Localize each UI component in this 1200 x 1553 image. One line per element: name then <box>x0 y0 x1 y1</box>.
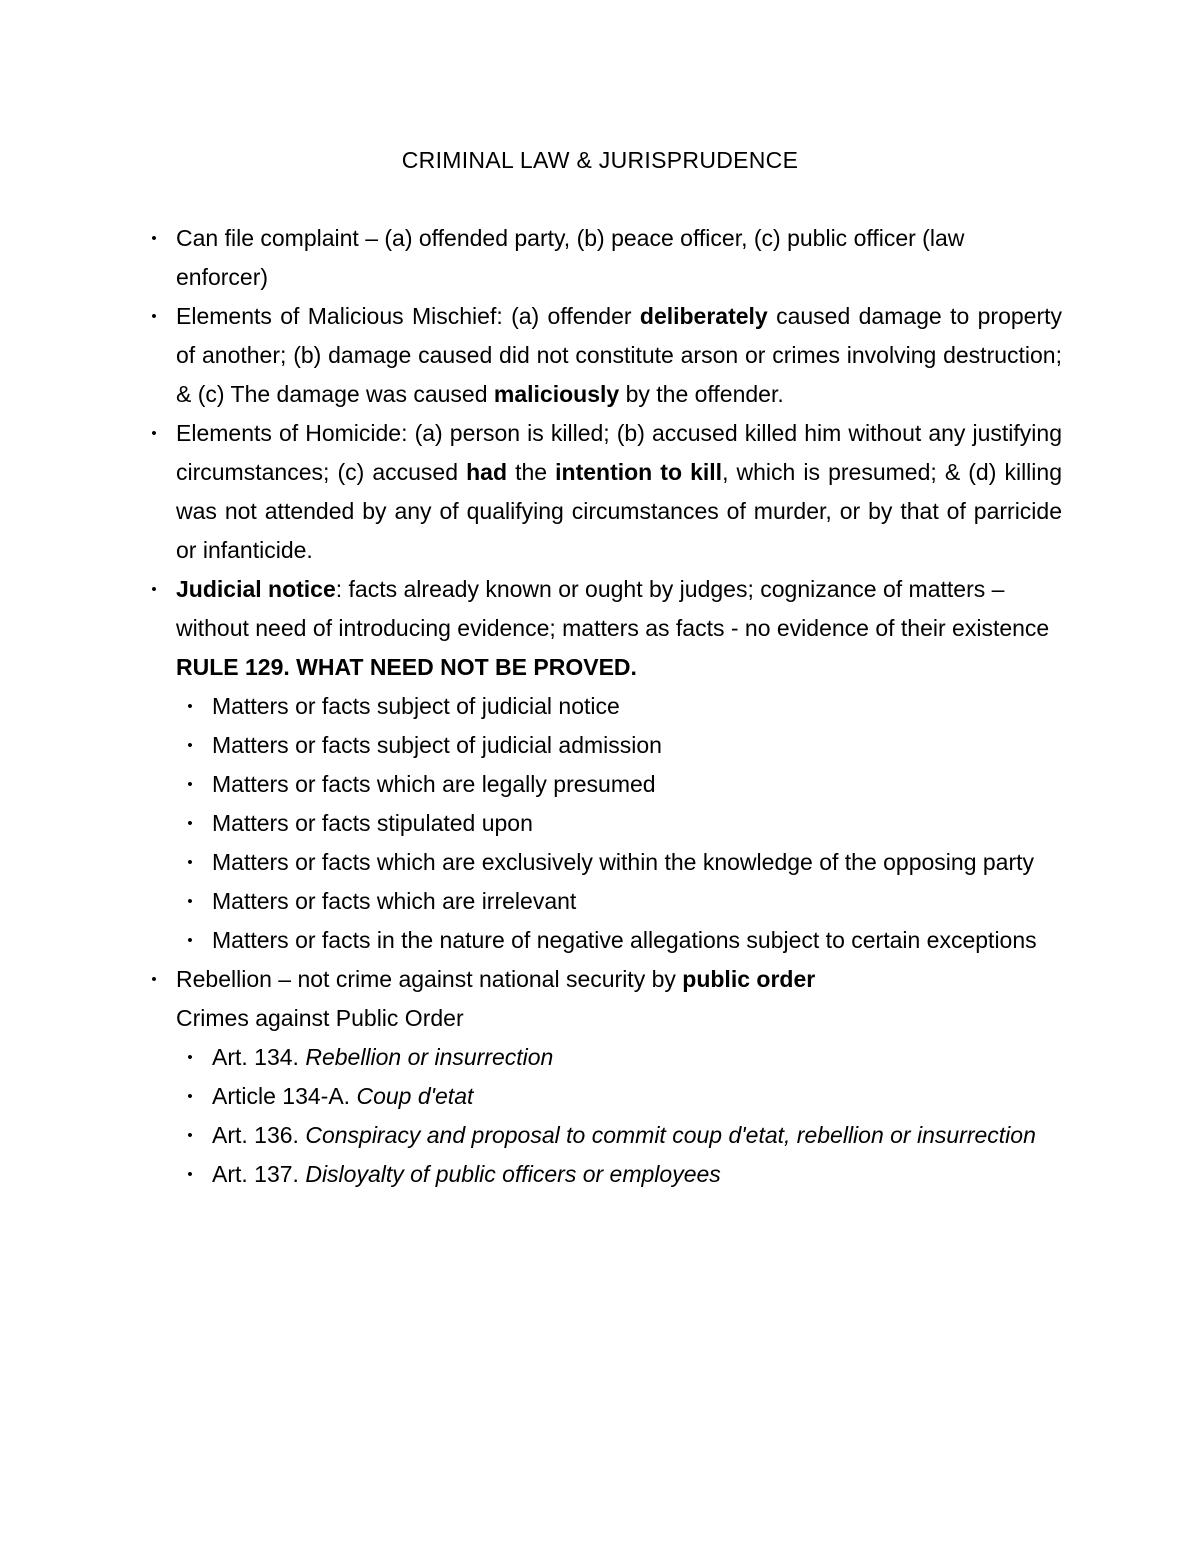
rule-list-item <box>187 843 1062 882</box>
article-number: Art. 137. <box>212 1161 306 1187</box>
bullet-icon: • <box>187 1166 193 1183</box>
rule-129-list <box>176 687 1062 960</box>
rule-list-item <box>187 726 1062 765</box>
article-title: Coup d'etat <box>356 1083 474 1109</box>
document-body <box>151 219 1062 1194</box>
rule-item-text: Matters or facts which are irrelevant <box>212 888 577 914</box>
rule-item-text: Matters or facts stipulated upon <box>212 810 533 836</box>
bullet-icon: • <box>187 1127 193 1144</box>
document-title: CRIMINAL LAW & JURISPRUDENCE <box>401 147 799 173</box>
main-list <box>151 219 1062 1194</box>
article-title: Rebellion or insurrection <box>305 1044 554 1070</box>
list-item-judicial-notice <box>151 570 1062 960</box>
mischief-text-1: Elements of Malicious Mischief: (a) offender <box>176 303 640 329</box>
homicide-bold-2: intention to kill <box>555 459 723 485</box>
homicide-bold-1: had <box>466 459 507 485</box>
article-list-item <box>187 1077 1062 1116</box>
rule-item-text: Matters or facts in the nature of negative allegations subject to certain exceptions <box>212 927 1037 953</box>
rule-item-text: Matters or facts subject of judicial admission <box>212 732 662 758</box>
bullet-icon: • <box>187 1049 193 1066</box>
article-number: Article 134-A. <box>212 1083 357 1109</box>
article-number: Art. 136. <box>212 1122 306 1148</box>
bullet-icon: • <box>151 308 157 325</box>
rule-list-item <box>187 687 1062 726</box>
list-item-homicide <box>151 414 1062 570</box>
mischief-text-3: by the offender. <box>619 381 784 407</box>
list-item-complaint <box>151 219 1062 297</box>
bullet-icon: • <box>187 854 193 871</box>
rule-item-text: Matters or facts subject of judicial notice <box>212 693 620 719</box>
public-order-heading: Crimes against Public Order <box>176 1005 464 1031</box>
article-title: Disloyalty of public officers or employees <box>305 1161 721 1187</box>
rule-list-item <box>187 921 1062 960</box>
rebellion-bold: public order <box>682 966 816 992</box>
article-list-item <box>187 1155 1062 1194</box>
article-number: Art. 134. <box>212 1044 306 1070</box>
rebellion-text: Rebellion – not crime against national security by <box>176 966 683 992</box>
bullet-icon: • <box>151 581 157 598</box>
public-order-articles <box>176 1038 1062 1194</box>
bullet-icon: • <box>151 425 157 442</box>
bullet-icon: • <box>187 698 193 715</box>
bullet-icon: • <box>187 932 193 949</box>
judicial-notice-term: Judicial notice <box>176 576 336 602</box>
complaint-text: Can file complaint – (a) offended party, (b) peace officer, (c) public officer (law enforcer) <box>176 225 965 290</box>
rule-129-heading: RULE 129. WHAT NEED NOT BE PROVED. <box>176 654 637 680</box>
homicide-text-1: Elements of Homicide: (a) person is killed; (b) accused killed him without any justifying circumstances; (c) accused <box>176 420 1062 485</box>
article-list-item <box>187 1038 1062 1077</box>
bullet-icon: • <box>187 776 193 793</box>
bullet-icon: • <box>151 230 157 247</box>
mischief-bold-1: deliberately <box>639 303 768 329</box>
judicial-notice-text: : facts already known or ought by judges; cognizance of matters – without need of introducing evidence; matters as facts - no evidence of their existence <box>176 576 1050 641</box>
list-item-malicious-mischief <box>151 297 1062 414</box>
rule-item-text: Matters or facts which are exclusively within the knowledge of the opposing party <box>212 849 1035 875</box>
rule-list-item <box>187 804 1062 843</box>
homicide-text-2: the <box>507 459 556 485</box>
list-item-rebellion <box>151 960 1062 1194</box>
homicide-text-3: , which is presumed; & (d) killing was not attended by any of qualifying circumstances of murder, or by that of parricide or infanticide. <box>176 459 1062 563</box>
article-title: Conspiracy and proposal to commit coup d'etat, rebellion or insurrection <box>305 1122 1036 1148</box>
rule-list-item <box>187 882 1062 921</box>
mischief-text-2: caused damage to property of another; (b) damage caused did not constitute arson or crimes involving destruction; & (c) The damage was caused <box>176 303 1062 407</box>
article-list-item <box>187 1116 1062 1155</box>
bullet-icon: • <box>151 971 157 988</box>
bullet-icon: • <box>187 815 193 832</box>
rule-item-text: Matters or facts which are legally presumed <box>212 771 656 797</box>
mischief-bold-2: maliciously <box>493 381 620 407</box>
bullet-icon: • <box>187 1088 193 1105</box>
bullet-icon: • <box>187 893 193 910</box>
bullet-icon: • <box>187 737 193 754</box>
rule-list-item <box>187 765 1062 804</box>
